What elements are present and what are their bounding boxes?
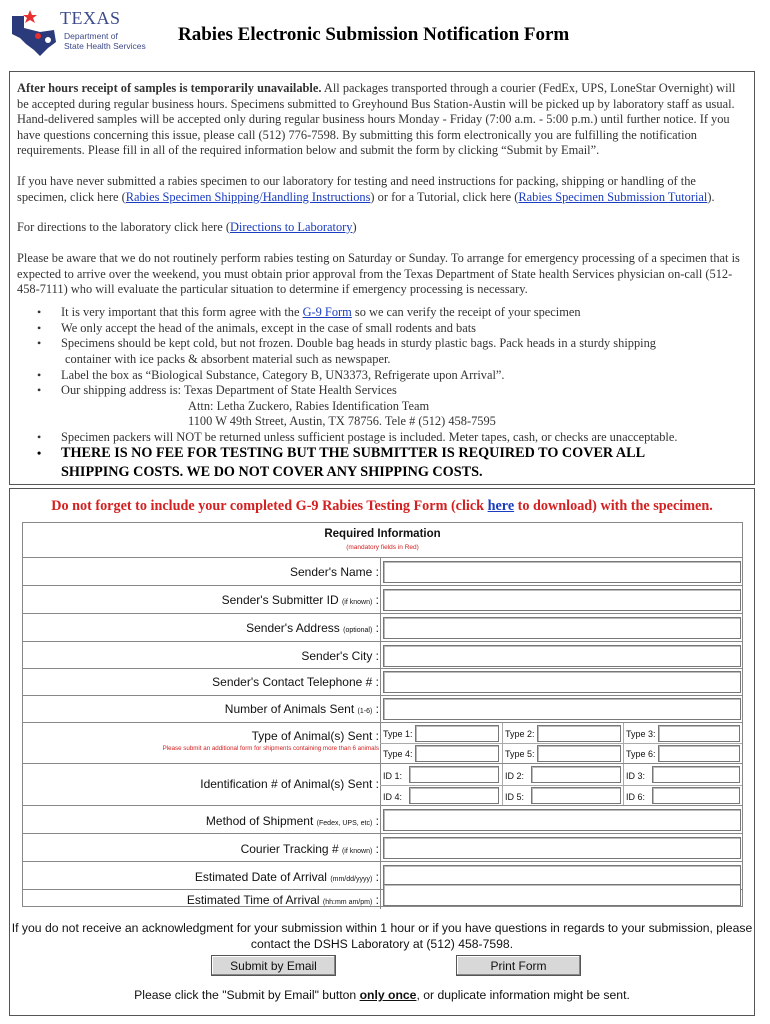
bullet: • [37, 383, 42, 397]
colon: : [375, 870, 379, 884]
row-phone [23, 668, 742, 696]
type-3-label: Type 3: [626, 729, 656, 739]
directions-text-b: ) [352, 220, 357, 234]
type-3-input[interactable] [658, 725, 740, 742]
row-city [23, 641, 742, 669]
phone-input[interactable] [383, 671, 741, 693]
submit-once-emphasis: only once [359, 988, 417, 1002]
type-5-input[interactable] [537, 745, 621, 762]
directions-paragraph [17, 220, 747, 236]
directions-text-a: For directions to the laboratory click here ( [17, 220, 230, 234]
num-animals-note: (1-6) [357, 708, 373, 715]
bullet: • [37, 305, 42, 319]
city-label: Sender's City : [301, 649, 379, 663]
type-4-label: Type 4: [383, 749, 413, 759]
shipment-method-input[interactable] [383, 809, 741, 831]
bullet-text: It is very important that this form agree with the [61, 305, 303, 319]
type-2-input[interactable] [537, 725, 621, 742]
id-6-input[interactable] [652, 787, 740, 804]
arrival-date-note: (mm/dd/yyyy) [330, 876, 373, 883]
type-1-label: Type 1: [383, 729, 413, 739]
id-3-input[interactable] [652, 766, 740, 783]
tracking-label [241, 842, 379, 856]
tutorial-link[interactable]: Rabies Specimen Submission Tutorial [518, 189, 708, 204]
packing-text-a: If you have never submitted a rabies specimen to our laboratory for testing and need instructions for packing, shipping or handling of the specimen, click here ( [17, 174, 696, 204]
city-input[interactable] [383, 645, 741, 667]
reminder-text-b: to download) with the specimen. [514, 498, 713, 514]
g9-download-link[interactable]: here [487, 498, 515, 514]
texas-map-icon [10, 6, 60, 58]
shipping-address-street: 1100 W 49th Street, Austin, TX 78756. Tele # (512) 458-7595 [188, 414, 496, 428]
row-address [23, 613, 742, 642]
arrival-date-text: Estimated Date of Arrival [194, 870, 327, 884]
row-arrival-time [23, 889, 742, 908]
colon: : [375, 842, 379, 856]
shipping-instructions-link[interactable]: Rabies Specimen Shipping/Handling Instructions [125, 189, 371, 204]
weekend-notice: Please be aware that we do not routinely perform rabies testing on Saturday or Sunday. To arrange for emergency processing of a specimen that is expected to arrive over the weekend, you must obtain prior approval from the Texas Department of State health Services physician on-call (512-458-7111) who will evaluate the particular situation to determine if emergency processing is necessary. [17, 251, 740, 297]
bullet: • [37, 446, 42, 460]
required-info-table [22, 522, 743, 907]
packing-text-b: ) or for a Tutorial, click here ( [370, 189, 519, 204]
bullet: • [37, 336, 42, 350]
g9-reminder [10, 498, 754, 515]
animal-types-label: Type of Animal(s) Sent : [251, 729, 379, 743]
tracking-note: (if known) [341, 848, 373, 855]
bullet-text: container with ice packs & absorbent material such as newspaper. [65, 352, 391, 366]
row-tracking [23, 833, 742, 862]
bullet-text: Label the box as “Biological Substance, Category B, UN3373, Refrigerate upon Arrival”. [61, 368, 505, 382]
submitter-id-input[interactable] [383, 589, 741, 611]
dshs-logo [10, 6, 146, 58]
submission-form-box [9, 488, 755, 1016]
submitter-id-text: Sender's Submitter ID [221, 593, 339, 607]
shipment-method-label [206, 814, 379, 828]
packing-text-c: ). [707, 189, 715, 204]
additional-form-note: Please submit an additional form for shipments containing more than 6 animals [162, 745, 379, 752]
address-text: Sender's Address [246, 621, 340, 635]
row-sender-name [23, 557, 742, 586]
logo-department [64, 31, 146, 51]
reminder-text-a: Do not forget to include your completed G-9 Rabies Testing Form (click [51, 498, 488, 514]
instructions-box [9, 71, 755, 485]
fee-notice: THERE IS NO FEE FOR TESTING BUT THE SUBMITTER IS REQUIRED TO COVER ALL [61, 445, 646, 461]
id-4-input[interactable] [409, 787, 499, 804]
sender-name-label: Sender's Name : [290, 565, 379, 579]
shipment-method-note: (Fedex, UPS, etc) [316, 820, 373, 827]
row-shipment-method [23, 805, 742, 834]
phone-label: Sender's Contact Telephone # : [212, 675, 379, 689]
type-6-input[interactable] [658, 745, 740, 762]
bullet: • [37, 368, 42, 382]
row-num-animals [23, 695, 742, 723]
after-hours-notice [17, 81, 747, 159]
num-animals-text: Number of Animals Sent [224, 702, 355, 716]
logo-line2: State Health Services [64, 41, 146, 51]
tracking-text: Courier Tracking # [240, 842, 339, 856]
print-form-button[interactable]: Print Form [456, 955, 581, 976]
id-1-label: ID 1: [383, 771, 403, 781]
logo-state: TEXAS [60, 8, 121, 28]
bullet-text: Specimens should be kept cold, but not frozen. Double bag heads in sturdy plastic bags. Pack heads in a sturdy shipping [61, 336, 656, 350]
sender-name-input[interactable] [383, 561, 741, 583]
submit-once-text-a: Please click the "Submit by Email" button [134, 988, 360, 1002]
type-2-label: Type 2: [505, 729, 535, 739]
arrival-time-text: Estimated Time of Arrival [186, 893, 320, 907]
fee-notice: SHIPPING COSTS. WE DO NOT COVER ANY SHIPPING COSTS. [61, 464, 483, 480]
colon: : [375, 702, 379, 716]
arrival-time-input[interactable] [383, 884, 741, 906]
id-3-label: ID 3: [626, 771, 646, 781]
id-2-label: ID 2: [505, 771, 525, 781]
mandatory-fields-note: (mandatory fields in Red) [346, 544, 419, 551]
required-info-title: Required Information [324, 528, 441, 540]
id-5-input[interactable] [531, 787, 621, 804]
id-6-label: ID 6: [626, 792, 646, 802]
arrival-date-label [195, 870, 379, 884]
id-1-input[interactable] [409, 766, 499, 783]
num-animals-input[interactable] [383, 698, 741, 720]
id-5-label: ID 5: [505, 792, 525, 802]
submitter-id-note: (if known) [341, 599, 373, 606]
colon: : [375, 621, 379, 635]
colon: : [375, 593, 379, 607]
notice-bold: After hours receipt of samples is temporarily unavailable. [17, 81, 322, 95]
colon: : [375, 814, 379, 828]
submit-by-email-button[interactable]: Submit by Email [211, 955, 336, 976]
submitter-id-label [222, 593, 379, 607]
bullet-text: We only accept the head of the animals, except in the case of small rodents and bats [61, 321, 476, 335]
type-5-label: Type 5: [505, 749, 535, 759]
submit-once-notice [10, 988, 754, 1002]
type-1-input[interactable] [415, 725, 499, 742]
tracking-input[interactable] [383, 837, 741, 859]
type-4-input[interactable] [415, 745, 499, 762]
acknowledgment-notice: If you do not receive an acknowledgment for your submission within 1 hour or if you have questions in regards to your submission, please contact the DSHS Laboratory at (512) 458-7598. [11, 921, 753, 951]
address-note: (optional) [343, 627, 373, 634]
logo-line1: Department of [64, 31, 118, 41]
packing-instructions [17, 174, 747, 205]
animal-ids-label: Identification # of Animal(s) Sent : [200, 777, 379, 791]
address-input[interactable] [383, 617, 741, 639]
arrival-time-label [187, 893, 379, 907]
shipping-address: Our shipping address is: Texas Department of State Health Services [61, 383, 397, 397]
num-animals-label [225, 702, 379, 716]
bullet: • [37, 321, 42, 335]
row-animal-types [23, 722, 742, 764]
shipping-address-attn: Attn: Letha Zuckero, Rabies Identification Team [188, 399, 430, 413]
address-label [246, 621, 379, 635]
notice-text: All packages transported through a courier (FedEx, UPS, LoneStar Overnight) will be accepted during regular business hours. Specimens submitted to Greyhound Bus Station-Austin will be picked up by laboratory staff as usual. Hand-delivered samples will be accepted only during regular business hours Monday - Friday (7:00 a.m. - 5:00 p.m.) until further notice. If you have questions concerning this issue, please call (512) 776-7598. By submitting this form electronically you are fulfilling the notification requirements. Please fill in all of the required information below and submit the form by clicking “Submit by Email”. [17, 81, 736, 158]
bullet: • [37, 430, 42, 444]
id-4-label: ID 4: [383, 792, 403, 802]
bullet-text: so we can verify the receipt of your specimen [351, 305, 581, 319]
page-title: Rabies Electronic Submission Notification Form [178, 24, 570, 45]
arrival-time-note: (hh:mm am/pm) [322, 899, 373, 906]
row-animal-ids [23, 763, 742, 806]
row-submitter-id [23, 585, 742, 614]
bullet-text: Specimen packers will NOT be returned unless sufficient postage is included. Meter tapes, cash, or checks are unacceptable. [61, 430, 678, 444]
submit-once-text-c: , or duplicate information might be sent. [416, 988, 630, 1002]
id-2-input[interactable] [531, 766, 621, 783]
g9-form-link[interactable]: G-9 Form [302, 305, 352, 319]
colon: : [375, 893, 379, 907]
type-6-label: Type 6: [626, 749, 656, 759]
shipment-method-text: Method of Shipment [205, 814, 314, 828]
directions-link[interactable]: Directions to Laboratory [229, 220, 353, 234]
